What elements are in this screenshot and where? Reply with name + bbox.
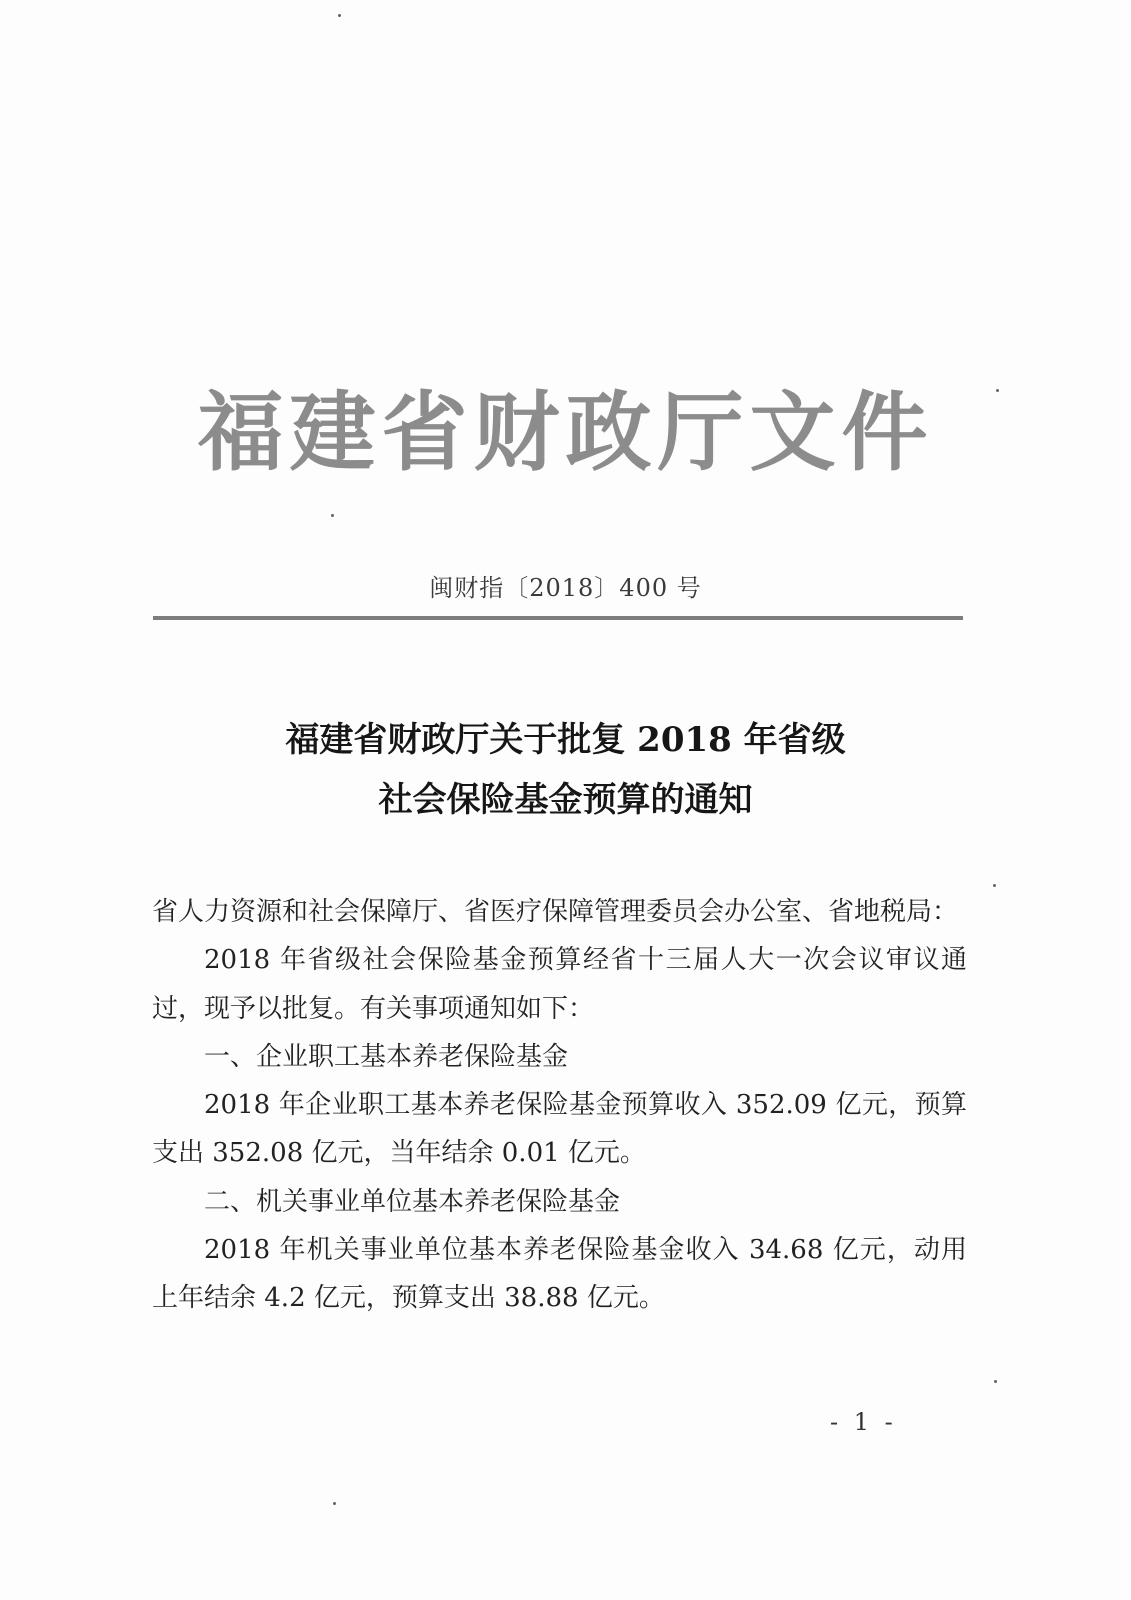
page-number: - 1 - (830, 1408, 897, 1436)
notice-title-line-1: 福建省财政厅关于批复 2018 年省级 (285, 720, 846, 760)
section-heading-2: 二、机关事业单位基本养老保险基金 (204, 1186, 621, 1217)
agency-header-title: 福建省财政厅文件 (197, 382, 934, 483)
scan-speck (994, 1380, 997, 1383)
section-heading-1: 一、企业职工基本养老保险基金 (204, 1041, 569, 1072)
recipients-line: 省人力资源和社会保障厅、省医疗保障管理委员会办公室、省地税局： (152, 897, 959, 927)
body-paragraph-2: 2018 年机关事业单位基本养老保险基金收入 34.68 亿元，动用上年结余 4.2 亿元，预算支出 38.88 亿元。 (152, 1235, 967, 1314)
scan-speck (333, 1502, 336, 1505)
scan-speck (993, 884, 996, 887)
scan-speck (996, 389, 999, 392)
notice-body (152, 888, 967, 1323)
body-paragraph-1: 2018 年企业职工基本养老保险基金预算收入 352.09 亿元，预算支出 352.08 亿元，当年结余 0.01 亿元。 (152, 1090, 967, 1169)
header-divider (153, 616, 963, 620)
document-number: 闽财指〔2018〕400 号 (429, 574, 702, 602)
notice-title-line-2: 社会保险基金预算的通知 (378, 780, 753, 820)
body-paragraph-intro: 2018 年省级社会保险基金预算经省十三届人大一次会议审议通过，现予以批复。有关事项通知如下： (152, 945, 967, 1024)
scan-speck (338, 14, 341, 17)
scan-speck (331, 514, 334, 517)
notice-title (0, 710, 1131, 830)
